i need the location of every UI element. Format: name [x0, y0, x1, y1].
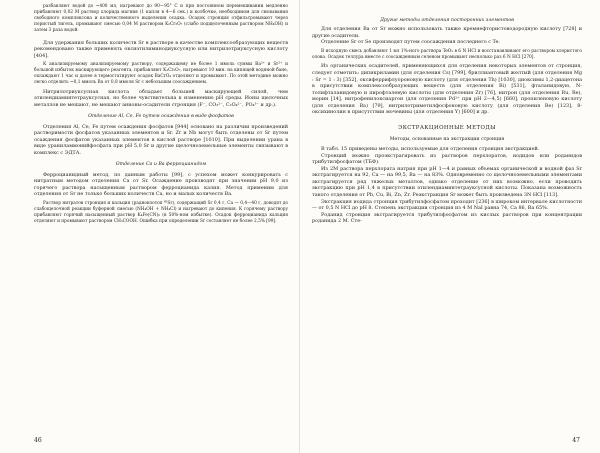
left-paragraph-3: К анализируемому анализируемому раствору, содержащему не более 1 ммоль суммы Ba²⁺ и Sr²⁺ и большой избыток маскирующего реагента, прибавляют K₂Cr₂O₇, нагревают 10 мин. на кипящей водяной бане, охлаждают 1 час и далее в термостатируют осадок BaCrO₄ отделяют и промывают. По этой методике можно легко отделить ~0,1 ммоль Ba от 0,8 ммоля Sr с небольшим соосаждением. [34, 62, 288, 85]
left-paragraph-7: Раствор нитратов стронция и кальция (радиоизотоп ⁸⁵Sr), содержащий Sr 0,4 г, Ca — 0,4—40 г, доводят до слабощелочной реакции буферной смесью (NH₄OH + NH₄Cl) и нагревают до кипения. К горячему раствору прибавляют горячий насыщенный раствор K₄Fe(CN)₆ (в 50%-ном избытке). Осадок ферроцианида кальция отделяют и промывают раствором CH₃COOH. Ошибка при определении Sr составляет не более 2,5% [99]. [34, 200, 288, 224]
left-paragraph-1: разбавляют водой до ~400 мл, нагревают до 90—95° С и при постоянном перемешивании медленно прибавляют 0,02 М раствор хлорида магния (1 капля в 4—6 сек.) и колбочке, необходимом для связывания свободного комплексона и количественного выделения осадка. Осадок стронция отфильтровывают через пористый тигель, промывают смесью 0,04 М раствором K₂Cr₂O₇ (слабо подщелоченным раствором NH₄OH) и затем 3 раза водой. [34, 4, 288, 33]
section-title: ЭКСТРАКЦИОННЫЕ МЕТОДЫ [398, 124, 496, 131]
running-head: Другие методы отделения посторонних элементов [380, 18, 514, 23]
left-subheading-2: Отделение Ca и Ba ферроцианидом [115, 162, 207, 168]
right-subheading-1: Методы, основанные на экстракции стронция [389, 136, 505, 142]
left-subheading-1: Отделение Al, Ce, Fe путем осаждения в виде фосфатов [88, 114, 234, 120]
right-paragraph-3: В исходную смесь добавляют 1 мл 1%-ного раствора TeO₂ в 6 N HCl и восстанавливают его раствором хлористого олова. Осадок теллура вместе с соосажденным селеном промывают несколько раз 6 N HCl [270]. [312, 48, 582, 60]
page-number-left: 46 [34, 437, 42, 444]
right-paragraph-1: Для отделения Ba от Sr можно использовать также кремнефтористоводородную кислоту [728] и другие осадители. [312, 26, 582, 39]
left-paragraph-2: Для удержания больших количеств Sr в растворе в качестве комплексообразующих веществ рекомендовано также применять оксиэтилиминодиуксусную или нитрилотриуксусную кислоту [404]. [34, 39, 288, 59]
right-paragraph-2: Отделение Sr от Se производят путем соосаждения последнего с Te. [321, 39, 500, 46]
page-number-right: 47 [572, 437, 580, 444]
right-paragraph-8: Экстракция иодида стронция трибутилфосфатом проходит [236] в широком интервале кислотности — от 0,5 N HCl до pH 8. Степень экстракции стронция из 4 M NaI равна 74, Ca 86, Ba 65%. [312, 198, 582, 212]
right-paragraph-5: В табл. 15 приведены методы, используемые для отделения стронция экстракцией. [321, 146, 540, 153]
right-paragraph-7: Из 2М раствора перхлората натрия при pH 1—4 и равных объемах органической и водной фаз Sr экстрагируется на 92, Ca — на 99,5, Ba — на 83%. Одновременно со щелочноземельными элементами экстрагируется ряд тяжелых металлов, однако отделение от них возможно, если проводить экстракцию при pH 1,4 в присутствии этилендиаминтетрауксусной кислоты. Показана возможность такого отделения от Pb, Cu, Bi, Zn, Zr. Реэкстракция Sr может быть произведена 3N HCl [113]. [312, 165, 582, 198]
left-paragraph-5: Отделения Al, Ce, Fe путем осаждения фосфатов [944] основано на различии произведений растворимости фосфатов указанных элементов и Sr. Zr и Nb могут быть отделены от Sr путем осаждения фосфатов указанных элементов в кислой растворе [1010]. При выделении урана в виде ураниламмонийфосфата при pH 5,0 Sr и другие щелочноземельные элементы связывают в комплекс с ЭДТА. [34, 123, 288, 156]
right-page [300, 0, 600, 453]
left-paragraph-4: Нитрилотриуксусная кислота обладает большей маскирующей силой, чем этилендиаминтетрауксусная, но более чувствительна к изменению pH среды. Ионы щелочных металлов не мешают, не мешают анионы-осадители стронция (F⁻, CO₃²⁻, C₂O₄²⁻, PO₄³⁻ и др.). [34, 88, 288, 108]
right-paragraph-6: Стронций можно проэкстрагировать из растворов перхлоратов, иодидов или роданидов трибутилфосфатом (ТБФ). [312, 152, 582, 166]
left-paragraph-6: Ферроцианидный метод, по данным работы [99], с успехом может конкурировать с нитратным методом отделения Ca от Sr. Осаждение производят при значении pH 9,0 из горячего раствора насыщенным раствором ферроцианида калия. Метод применим для отделения от Sr не только больших количеств Ca, но и малых количеств Ba. [34, 171, 288, 198]
right-paragraph-4: Из органических осадителей, применяющихся для отделения некоторых элементов от стронция, следует отметить: дипикриламин (для отделения Cs) [799], бриллиантовый желтый (для отделения Mg : Sr = 1 : 3) [352], оксиферрифлуороновую кислоту (для отделения Th) [1030], диоксимы 1,2-диацетона в присутствии комплексообразующих веществ (для отделения Bi) [531], фталанидовую, N-толифталанидовую и пирофталевую кислоты (для отделения Zr) [76], нитрон (для отделения Ru, Re), морин [14], нитрофенилоксиаргон (для отделения Pd²⁺ при pH 2—4,5) [660], пропиленовую кислоту (для отделения Ba) [79], нитрилотриметилфосфоновую кислоту (для отделения Be) [123], 8-оксихинолин в присутствии мочевины (для отделения Y) [600] и др. [312, 63, 582, 116]
right-paragraph-9: Роданид стронция экстрагируется трибутилфосфатом из кислых растворов при концентрации роданида 2 M. Сте- [312, 211, 582, 225]
